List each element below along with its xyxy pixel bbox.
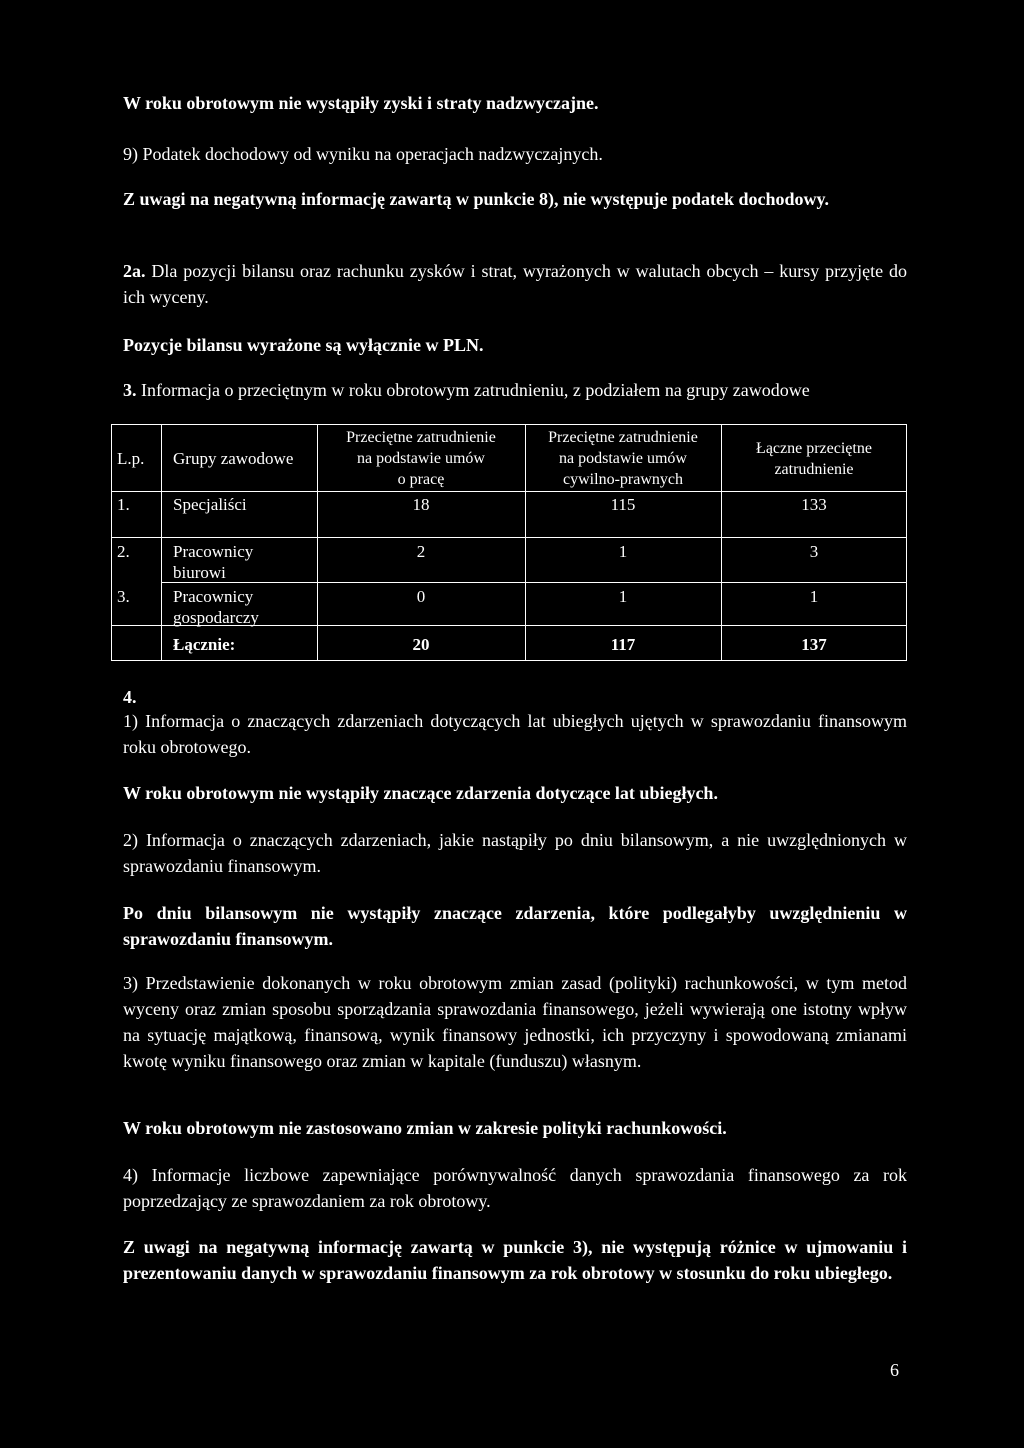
- header-employment-line2: na podstawie umów: [357, 450, 485, 467]
- header-civil-line1: Przeciętne zatrudnienie: [548, 429, 698, 446]
- paragraph-currency-rates-text: Dla pozycji bilansu oraz rachunku zysków i strat, wyrażonych w walutach obcych – kursy przyjęte do ich wyceny.: [123, 261, 908, 307]
- row2-lp: 2.: [117, 542, 130, 561]
- header-employment-line3: o pracę: [397, 471, 445, 488]
- paragraph-accounting-policy-changes: 3) Przedstawienie dokonanych w roku obrotowym zmian zasad (polityki) rachunkowości, w tym metod wyceny oraz zmian sposobu sporządzania sprawozdania finansowego, jeżeli wywierają one istotny wpływ na sytuację majątkową, finansową, wynik finansowy jednostki, ich przyczyny i spowodowaną zmianami kwotę wyniku finansowego oraz zmian w kapitale (funduszu) własnym.: [123, 973, 907, 1071]
- paragraph-no-policy-changes: W roku obrotowym nie zastosowano zmian w zakresie polityki rachunkowości.: [123, 1118, 727, 1138]
- row2-civil: 1: [618, 542, 628, 561]
- paragraph-no-extraordinary-gains: W roku obrotowym nie wystąpiły zyski i straty nadzwyczajne.: [123, 93, 599, 113]
- paragraph-currency-rates: [123, 258, 907, 310]
- row3-group: [173, 586, 259, 628]
- header-employment-line1: Przeciętne zatrudnienie: [346, 429, 496, 446]
- row2-employment: 2: [416, 542, 426, 561]
- summary-label: Łącznie:: [173, 635, 236, 654]
- summary-civil: 117: [610, 635, 636, 654]
- section-number-2a: 2a.: [123, 261, 146, 281]
- paragraph-pln-only: Pozycje bilansu wyrażone są wyłącznie w PLN.: [123, 335, 484, 355]
- row1-total: 133: [801, 495, 827, 514]
- summary-total: 137: [801, 635, 827, 654]
- row3-group-line2: gospodarczy: [173, 608, 259, 627]
- paragraph-employment-info-text: Informacja o przeciętnym w roku obrotowym zatrudnieniu, z podziałem na grupy zawodowe: [141, 380, 810, 400]
- row1-civil: 115: [610, 495, 636, 514]
- header-group: Grupy zawodowe: [173, 449, 294, 468]
- paragraph-comparability: 4) Informacje liczbowe zapewniające porównywalność danych sprawozdania finansowego za rok poprzedzający ze sprawozdaniem za rok obrotowy.: [123, 1165, 907, 1211]
- row3-civil: 1: [618, 587, 628, 606]
- row2-group-line2: biurowi: [173, 563, 226, 582]
- row3-lp: 3.: [117, 587, 130, 606]
- paragraph-tax-extraordinary: 9) Podatek dochodowy od wyniku na operacjach nadzwyczajnych.: [123, 144, 603, 164]
- header-civil-contract: [525, 427, 721, 490]
- header-total-line1: Łączne przeciętne: [756, 440, 872, 457]
- header-total: [721, 438, 907, 480]
- row1-group: Specjaliści: [173, 495, 247, 514]
- employment-table: [111, 424, 907, 661]
- summary-employment: 20: [412, 635, 430, 654]
- paragraph-no-income-tax: Z uwagi na negatywną informację zawartą w punkcie 8), nie występuje podatek dochodowy.: [123, 189, 830, 209]
- paragraph-no-differences: Z uwagi na negatywną informację zawartą w punkcie 3), nie występują różnice w ujmowaniu i prezentowaniu danych w sprawozdaniu finansowym za rok obrotowy w stosunku do roku ubiegłego.: [123, 1237, 907, 1283]
- row2-total: 3: [809, 542, 819, 561]
- paragraph-no-prior-years-events: W roku obrotowym nie wystąpiły znaczące zdarzenia dotyczące lat ubiegłych.: [123, 783, 718, 803]
- row1-lp: 1.: [117, 495, 130, 514]
- paragraph-employment-info: [123, 377, 907, 403]
- header-civil-line2: na podstawie umów: [559, 450, 687, 467]
- paragraph-post-balance-events: 2) Informacja o znaczących zdarzeniach, jakie nastąpiły po dniu bilansowym, a nie uwzględnionych w sprawozdaniu finansowym.: [123, 830, 907, 876]
- row1-employment: 18: [412, 495, 430, 514]
- row2-group-line1: Pracownicy: [173, 542, 254, 561]
- paragraph-prior-years-events: 1) Informacja o znaczących zdarzeniach dotyczących lat ubiegłych ujętych w sprawozdaniu finansowym roku obrotowego.: [123, 711, 907, 757]
- page-number: 6: [890, 1360, 899, 1380]
- header-employment-contract: [317, 427, 525, 490]
- row3-employment: 0: [416, 587, 426, 606]
- row3-group-line1: Pracownicy: [173, 587, 254, 606]
- header-total-line2: zatrudnienie: [774, 461, 854, 478]
- row3-total: 1: [809, 587, 819, 606]
- section-number-3: 3.: [123, 380, 137, 400]
- section-number-4: 4.: [123, 687, 137, 707]
- row2-group: [173, 541, 253, 583]
- header-civil-line3: cywilno-prawnych: [563, 471, 683, 488]
- header-lp: L.p.: [117, 449, 145, 468]
- paragraph-no-post-balance-events: Po dniu bilansowym nie wystąpiły znaczące zdarzenia, które podlegałyby uwzględnieniu w sprawozdaniu finansowym.: [123, 903, 907, 949]
